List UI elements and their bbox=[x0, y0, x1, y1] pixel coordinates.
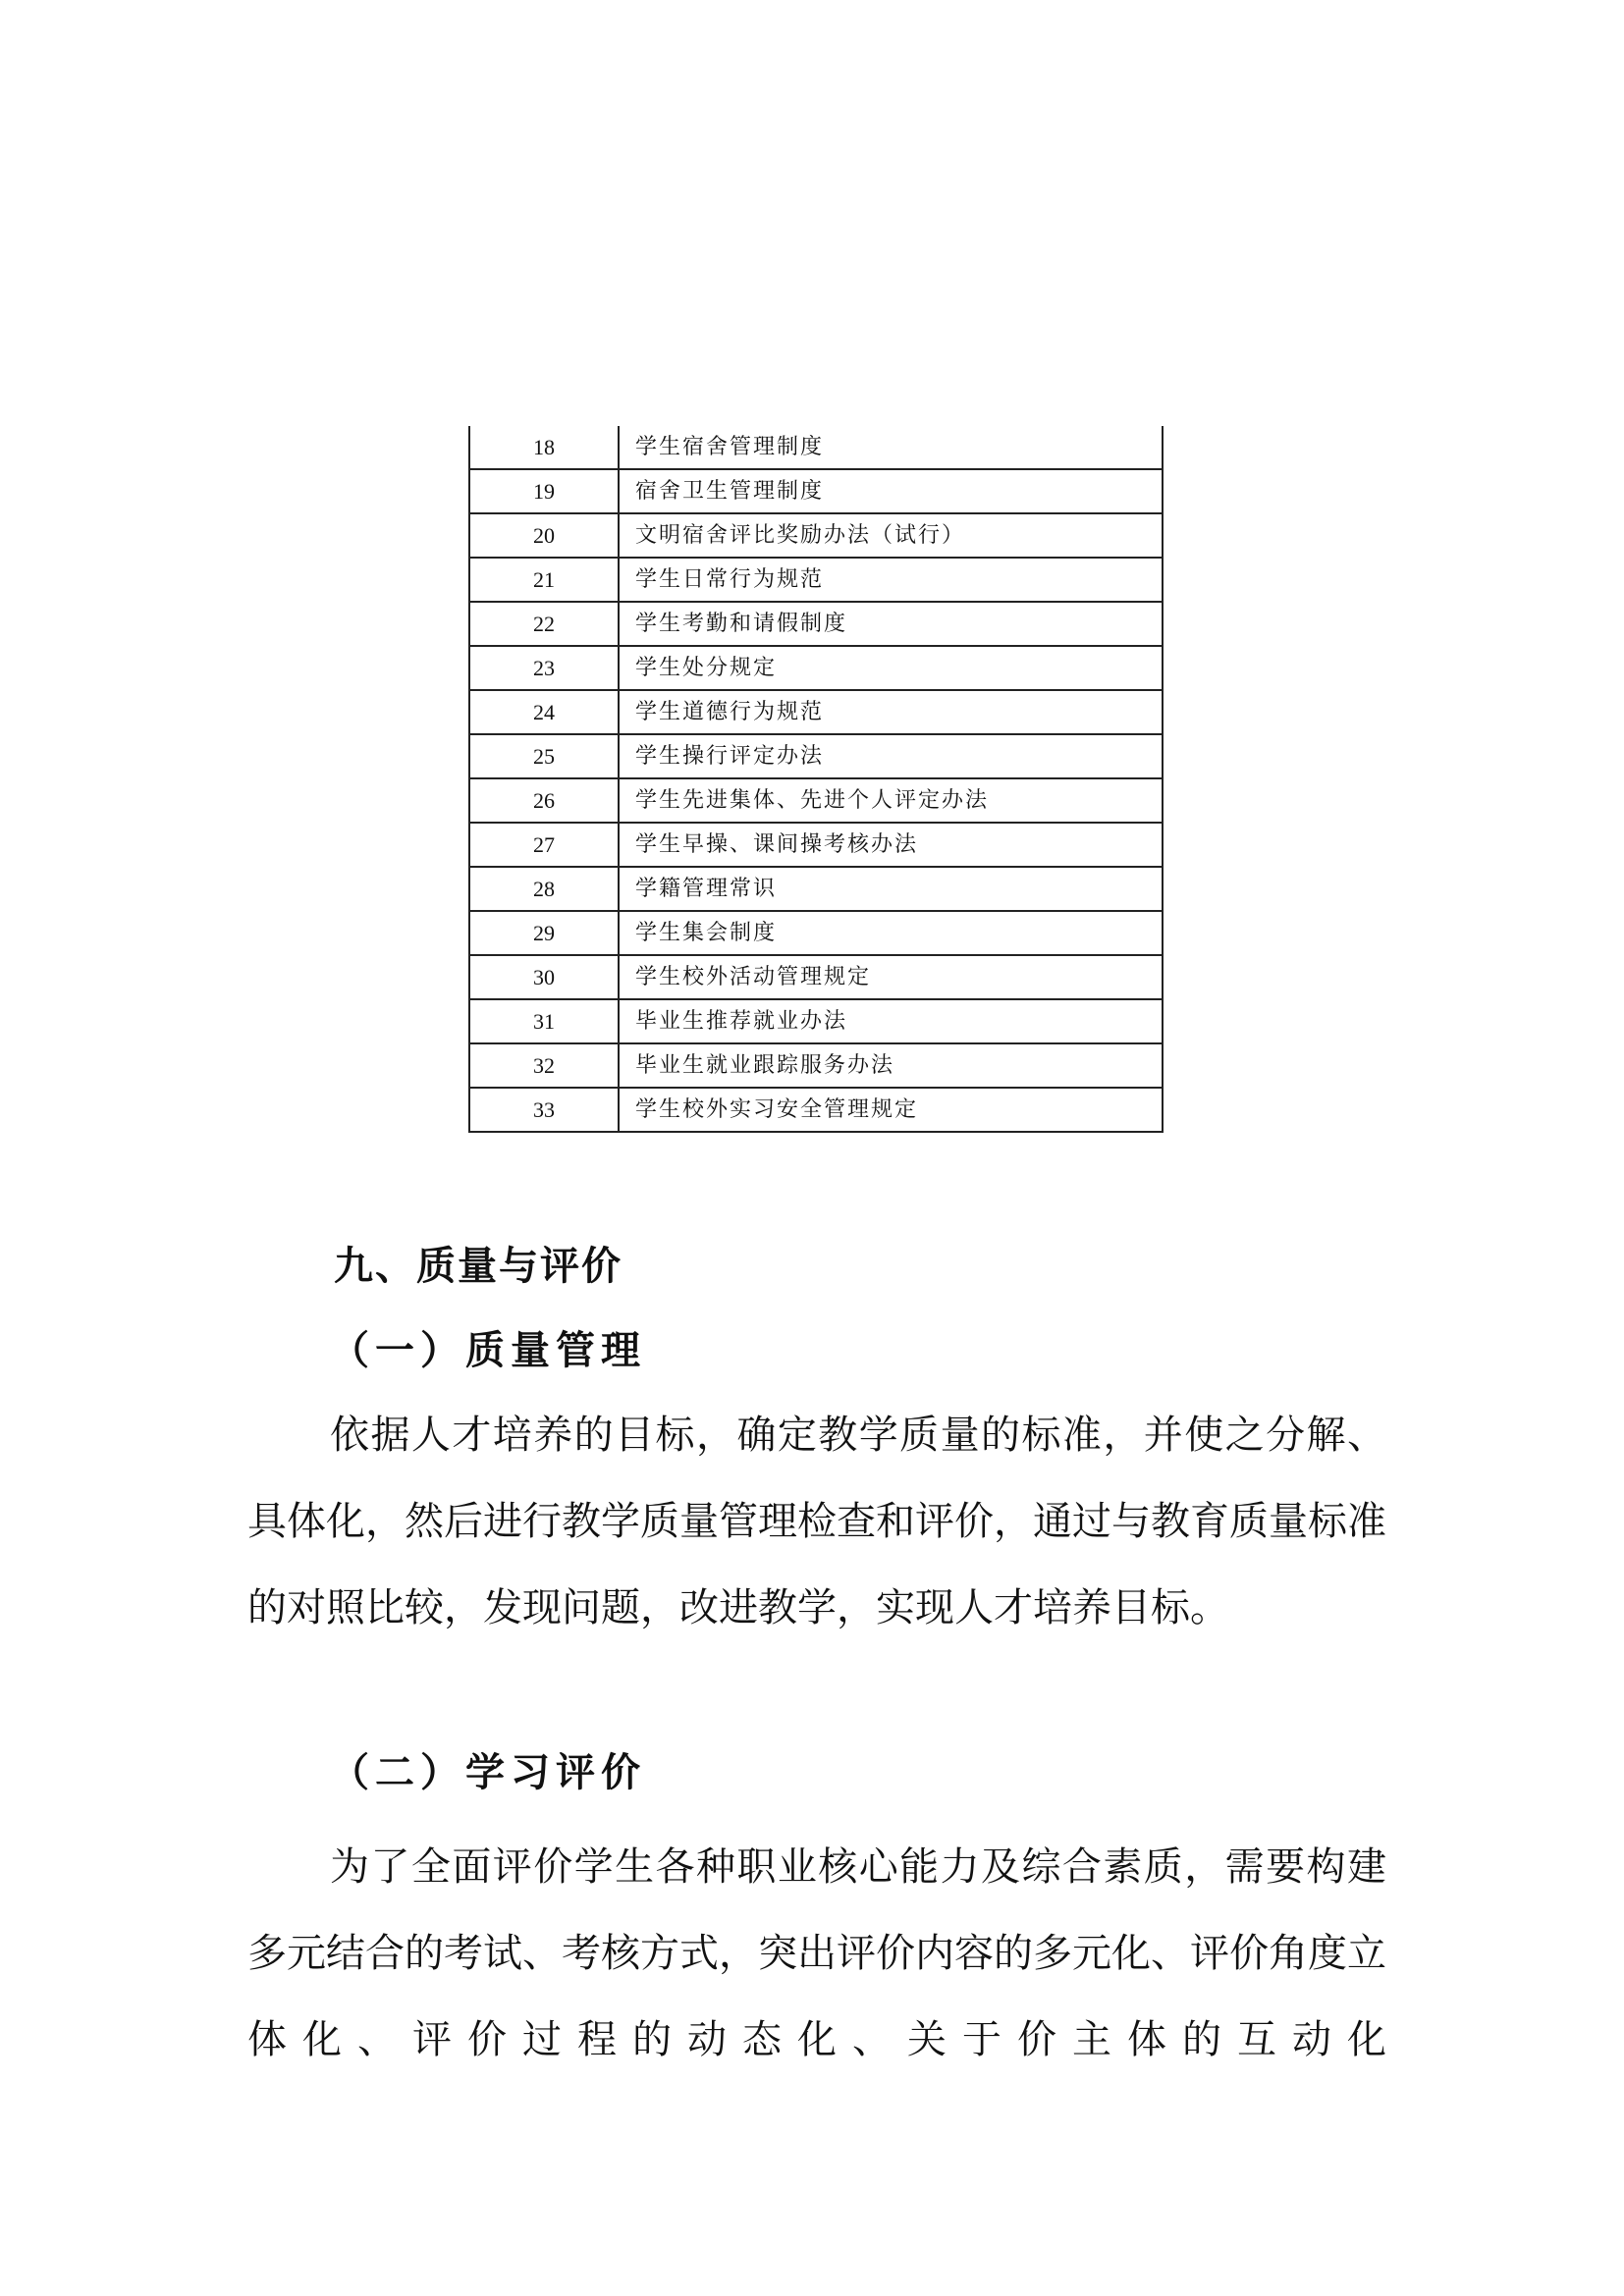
row-number: 21 bbox=[469, 558, 619, 602]
regulations-table-body bbox=[469, 426, 1163, 1132]
learning-evaluation-paragraph: 为了全面评价学生各种职业核心能力及综合素质，需要构建多元结合的考试、考核方式，突出评价内容的多元化、评价角度立体化、评价过程的动态化、关于价主体的互动化 bbox=[247, 1844, 1386, 2062]
row-number: 28 bbox=[469, 867, 619, 911]
row-number: 25 bbox=[469, 734, 619, 778]
row-number: 29 bbox=[469, 911, 619, 955]
table-row bbox=[469, 734, 1163, 778]
table-row bbox=[469, 999, 1163, 1043]
quality-management-paragraph: 依据人才培养的目标，确定教学质量的标准，并使之分解、具体化，然后进行教学质量管理检查和评价，通过与教育质量标准的对照比较，发现问题，改进教学，实现人才培养目标。 bbox=[247, 1413, 1386, 1630]
regulation-name: 学生日常行为规范 bbox=[619, 558, 1163, 602]
row-number: 30 bbox=[469, 955, 619, 999]
quality-management-heading: （一）质量管理 bbox=[330, 1327, 646, 1373]
regulation-name: 学生操行评定办法 bbox=[619, 734, 1163, 778]
regulation-name: 毕业生就业跟踪服务办法 bbox=[619, 1043, 1163, 1088]
row-number: 33 bbox=[469, 1088, 619, 1132]
table-row bbox=[469, 426, 1163, 469]
table-row bbox=[469, 513, 1163, 558]
table-row bbox=[469, 558, 1163, 602]
regulation-name: 学生宿舍管理制度 bbox=[619, 426, 1163, 469]
table-row bbox=[469, 646, 1163, 690]
section-title: 九、质量与评价 bbox=[334, 1244, 623, 1289]
regulation-name: 学生考勤和请假制度 bbox=[619, 602, 1163, 646]
table-row bbox=[469, 911, 1163, 955]
row-number: 20 bbox=[469, 513, 619, 558]
regulation-name: 文明宿舍评比奖励办法（试行） bbox=[619, 513, 1163, 558]
row-number: 32 bbox=[469, 1043, 619, 1088]
row-number: 18 bbox=[469, 426, 619, 469]
row-number: 23 bbox=[469, 646, 619, 690]
table-row bbox=[469, 690, 1163, 734]
row-number: 24 bbox=[469, 690, 619, 734]
table-row bbox=[469, 778, 1163, 823]
row-number: 31 bbox=[469, 999, 619, 1043]
row-number: 26 bbox=[469, 778, 619, 823]
table-row bbox=[469, 955, 1163, 999]
row-number: 27 bbox=[469, 823, 619, 867]
regulation-name: 学生集会制度 bbox=[619, 911, 1163, 955]
table-row bbox=[469, 1088, 1163, 1132]
table-row bbox=[469, 823, 1163, 867]
regulation-name: 学生先进集体、先进个人评定办法 bbox=[619, 778, 1163, 823]
table-row bbox=[469, 1043, 1163, 1088]
table-row bbox=[469, 602, 1163, 646]
regulation-name: 学生校外活动管理规定 bbox=[619, 955, 1163, 999]
row-number: 22 bbox=[469, 602, 619, 646]
table-row bbox=[469, 867, 1163, 911]
regulation-name: 宿舍卫生管理制度 bbox=[619, 469, 1163, 513]
regulation-name: 毕业生推荐就业办法 bbox=[619, 999, 1163, 1043]
row-number: 19 bbox=[469, 469, 619, 513]
regulation-name: 学生处分规定 bbox=[619, 646, 1163, 690]
regulation-name: 学生早操、课间操考核办法 bbox=[619, 823, 1163, 867]
table-row bbox=[469, 469, 1163, 513]
learning-evaluation-heading: （二）学习评价 bbox=[330, 1749, 646, 1795]
regulation-name: 学籍管理常识 bbox=[619, 867, 1163, 911]
regulations-table bbox=[468, 426, 1164, 1133]
regulation-name: 学生校外实习安全管理规定 bbox=[619, 1088, 1163, 1132]
regulation-name: 学生道德行为规范 bbox=[619, 690, 1163, 734]
